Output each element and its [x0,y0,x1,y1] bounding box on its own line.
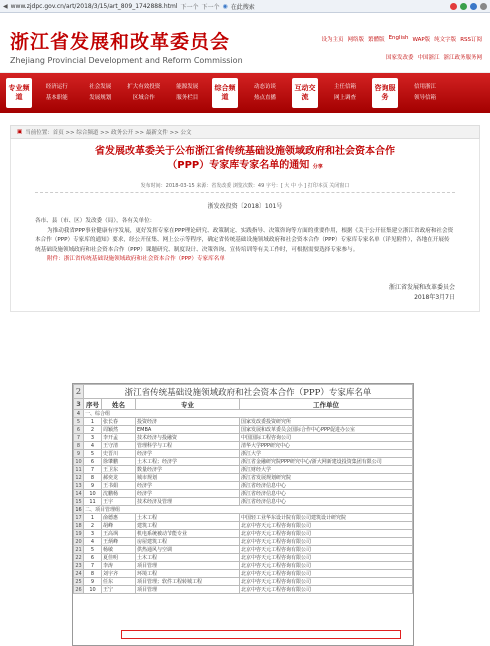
row-number: 21 [75,546,82,553]
table-row [74,554,413,562]
cell-index[interactable]: 8 [84,474,102,482]
row-number: 14 [75,490,82,497]
section-label[interactable]: 一、综合组 [84,410,413,418]
nav-box-professional[interactable]: 专业频道 [6,78,32,108]
extension-icon-blue[interactable] [470,3,477,10]
table-row [74,458,413,466]
col-header[interactable]: 姓名 [102,399,136,410]
row-number: 16 [75,506,82,513]
cell-name[interactable]: 王守清 [102,442,136,450]
row-number: 5 [74,418,84,426]
table-row [74,482,413,490]
cell-index[interactable]: 3 [84,434,102,442]
expert-table [73,384,413,594]
article [10,139,480,312]
cell-major[interactable]: 经济学 [136,450,240,458]
cell-major[interactable]: EMBA [136,426,240,434]
share-button[interactable]: 分享 [312,164,323,170]
cell-index[interactable]: 10 [84,490,102,498]
sign-org: 浙江省发展和改革委员会 [388,283,455,291]
cell-name[interactable]: 沈鹏杨 [102,490,136,498]
cell-major[interactable]: 管理科学与工程 [136,442,240,450]
home-icon: ▣ [17,129,23,135]
cell-index[interactable]: 9 [84,482,102,490]
search-icon[interactable]: ◉ [222,2,228,10]
cell-index[interactable]: 2 [84,522,102,530]
cell-major[interactable]: 建筑工程 [136,522,240,530]
cell-major[interactable]: 环境工程 [136,570,240,578]
nav-group-1 [32,82,212,104]
nav-group-2 [238,82,292,104]
cell-major[interactable]: 经济学 [136,490,240,498]
cell-name[interactable]: 王卫东 [102,466,136,474]
article-body [35,217,455,265]
table-row [74,490,413,498]
article-meta: 发布时间：2018-03-15 来源：省发改委 浏览次数：49 字号：[ 大 中 小 ] 打印本页 关闭窗口 [35,182,455,193]
top-link[interactable]: 纯文字版 [434,37,457,43]
menu-icon[interactable] [480,3,487,10]
cell-name[interactable]: 俞德惠 [102,514,136,522]
section-label[interactable]: 二、项目管理组 [84,506,413,514]
cell-major[interactable]: 土木工程 [136,554,240,562]
cell-org[interactable]: 北京中咨天元工程咨询有限公司 [240,562,413,570]
cell-name[interactable]: 杨敏 [102,546,136,554]
site-header [0,13,490,73]
table-row [74,562,413,570]
nav-box-consult[interactable]: 咨询服务 [372,78,398,108]
top-link[interactable]: RSS订阅 [460,37,482,43]
cell-name[interactable]: 徐肇鹏 [102,458,136,466]
col-header[interactable]: 序号 [84,399,102,410]
top-link[interactable]: 繁體版 [368,37,385,43]
row-number: 24 [75,570,82,577]
cell-name[interactable]: 李开孟 [102,434,136,442]
cell-name[interactable]: 王书娟 [102,482,136,490]
row-number: 22 [75,554,82,561]
cell-org[interactable]: 国家发改委投资研究所 [240,418,413,426]
nav-box-interaction[interactable]: 互动交流 [292,78,318,108]
next-button-b[interactable]: 下一个 [201,3,220,11]
row-number: 20 [75,538,82,545]
nav-group-4 [398,82,452,104]
title-line-2-text: （PPP）专家库专家名单的通知 [167,160,310,171]
cell-index[interactable]: 9 [84,578,102,586]
row-number: 9 [74,450,84,458]
cell-org[interactable]: 浙江省发展规划研究院 [240,474,413,482]
cell-index[interactable]: 6 [84,458,102,466]
back-icon[interactable]: ◀ [3,2,8,10]
nav-link[interactable]: 发展规划 [89,95,112,101]
cell-org[interactable]: 北京中咨天元工程咨询有限公司 [240,530,413,538]
body-paragraph: 为推动我省PPP事业健康有序发展，更好发挥专家在PPP理论研究、政策制定、实践指导、决策咨询等方面的重要作用，根据《关于公开征集建立浙江省政府和社会资本合作（PPP）专家库的通知》要求，经公开征集、网上公示等程序，确定省传统基础设施领域政府和社会资本合作（PPP）专家库专家名单（详见附件），各地在开展传统基础设施领域政府和社会资本合作（PPP）课题研究、制度设计、决策咨询、宣传培训等有关工作时，可根据需要选择专家参与。 [35,227,454,253]
nav-link[interactable]: 领导信箱 [413,95,436,101]
table-row [74,434,413,442]
title-line-1: 省发展改革委关于公布浙江省传统基础设施领域政府和社会资本合作 [95,146,395,157]
cell-name[interactable]: 周颖然 [102,426,136,434]
row-number: 6 [74,426,84,434]
row-number: 3 [74,399,84,410]
top-link[interactable]: 网络版 [347,37,365,43]
article-title [35,145,455,174]
cell-org[interactable]: 北京中咨天元工程咨询有限公司 [240,586,413,594]
cell-major[interactable]: 项目管理 [136,562,240,570]
row-number: 23 [75,562,82,569]
cell-name[interactable]: 刘宇齐 [102,570,136,578]
cell-org[interactable]: 北京中咨天元工程咨询有限公司 [240,522,413,530]
toolbar-icons [450,3,487,10]
cell-index[interactable]: 8 [84,570,102,578]
row-number: 12 [75,474,82,481]
cell-index[interactable]: 10 [84,586,102,594]
cell-name[interactable]: 王高飒 [102,530,136,538]
col-header[interactable]: 工作单位 [240,399,413,410]
row-number: 11 [75,466,82,473]
table-row [74,466,413,474]
nav-link[interactable]: 经济运行 [45,84,68,90]
next-button-a[interactable]: 下一个 [180,3,199,11]
table-row [74,578,413,586]
section-row [74,410,413,418]
top-links [322,35,482,43]
row-number: 18 [75,522,82,529]
breadcrumb-text[interactable]: 当前位置：首页 >> 综合频道 >> 政务公开 >> 最新文件 >> 公文 [25,130,192,136]
table-row [74,418,413,426]
nav-link[interactable]: 主任信箱 [333,84,356,90]
highlight-box [121,630,401,639]
cell-index[interactable]: 2 [84,426,102,434]
site-title-en: Zhejiang Provincial Development and Reform Commission [10,56,243,65]
table-row [74,530,413,538]
cell-index[interactable]: 11 [84,498,102,506]
cell-name[interactable]: 史晋川 [102,450,136,458]
site-title: 浙江省发展和改革委员会 [10,31,231,53]
cell-major[interactable]: 土木工程 [136,514,240,522]
table-row [74,450,413,458]
cell-org[interactable]: 北京中咨天元工程咨询有限公司 [240,546,413,554]
col-header[interactable]: 专业 [136,399,240,410]
cell-name[interactable]: 王炳峰 [102,538,136,546]
cell-major[interactable]: 项目管理 [136,586,240,594]
attachment-link[interactable]: 附件：浙江省传统基础设施领域政府和社会资本合作（PPP）专家库名单 [47,256,225,262]
cell-org[interactable]: 浙江省经济信息中心 [240,482,413,490]
nav-group-3 [318,82,372,104]
cell-major[interactable]: 房屋建筑工程 [136,538,240,546]
cell-org[interactable]: 北京中咨天元工程咨询有限公司 [240,570,413,578]
cell-name[interactable]: 胡峰 [102,522,136,530]
nav-link[interactable]: 能源发展 [176,84,199,90]
header-row [74,399,413,410]
row-number: 10 [75,458,82,465]
cell-major[interactable]: 供热通风与空调 [136,546,240,554]
top-link[interactable]: English [388,35,409,41]
section-row [74,506,413,514]
cell-name[interactable]: 郝奕龙 [102,474,136,482]
cell-index[interactable]: 6 [84,554,102,562]
nav-link[interactable]: 服务栏目 [176,95,199,101]
partner-link[interactable]: 中国浙江 [417,55,440,61]
cell-name[interactable]: 王宇 [102,498,136,506]
cell-org[interactable]: 北京中咨天元工程咨询有限公司 [240,538,413,546]
table-row [74,474,413,482]
table-row [74,442,413,450]
url-field[interactable]: www.zjdpc.gov.cn/art/2018/3/15/art_809_1742888.html [10,2,178,10]
cell-org[interactable]: 浙江省金融研究院PPP研究中心/浙大网新建设投资集团有限公司 [240,458,413,466]
cell-name[interactable]: 任东 [102,578,136,586]
table-row [74,570,413,578]
cell-index[interactable]: 3 [84,530,102,538]
partner-link[interactable]: 浙江政务服务网 [443,55,482,61]
cell-org[interactable]: 浙江省经济信息中心 [240,498,413,506]
signature [35,283,455,303]
cell-major[interactable]: 技术经济与投融资 [136,434,240,442]
cell-org[interactable]: 浙江大学 [240,450,413,458]
title-line-2 [35,159,455,174]
cell-index[interactable]: 5 [84,546,102,554]
doc-number: 浙发改投资〔2018〕101号 [207,203,283,210]
top-link[interactable]: 设为主页 [321,37,344,43]
row-number: 8 [74,442,84,450]
cell-index[interactable]: 4 [84,442,102,450]
table-row [74,538,413,546]
cell-major[interactable]: 数量经济学 [136,466,240,474]
cell-org[interactable]: 浙江省经济信息中心 [240,490,413,498]
spreadsheet-overlay [72,383,414,646]
sheet-title-row [74,385,413,399]
sheet-title[interactable]: 浙江省传统基础设施领域政府和社会资本合作（PPP）专家库名单 [84,385,413,399]
partner-link[interactable]: 国家发改委 [385,55,414,61]
top-link[interactable]: WAP版 [412,37,431,43]
main-nav [0,73,490,113]
row-number: 7 [74,434,84,442]
cell-name[interactable]: 王宁 [102,586,136,594]
table-row [74,514,413,522]
cell-org[interactable]: 国家发展和改革委员会国际合作中心PPP促进办公室 [240,426,413,434]
cell-index[interactable]: 5 [84,450,102,458]
cell-org[interactable]: 北京中咨天元工程咨询有限公司 [240,554,413,562]
nav-link[interactable]: 扩大有效投资 [127,84,161,90]
nav-link[interactable]: 信用浙江 [413,84,436,90]
cell-index[interactable]: 1 [84,418,102,426]
row-number: 19 [75,530,82,537]
extension-icon-red[interactable] [450,3,457,10]
cell-org[interactable]: 浙江财经大学 [240,466,413,474]
cell-index[interactable]: 7 [84,562,102,570]
partner-links [386,53,482,61]
cell-name[interactable]: 李涛 [102,562,136,570]
nav-link[interactable]: 动态访谈 [253,84,276,90]
nav-link[interactable]: 基本职能 [45,95,68,101]
breadcrumb [10,125,480,139]
table-row [74,546,413,554]
row-number: 2 [74,385,84,399]
nav-box-comprehensive[interactable]: 综合频道 [212,78,238,108]
cell-major[interactable]: 机电系统被动节能专业 [136,530,240,538]
table-row [74,498,413,506]
cell-name[interactable]: 张长春 [102,418,136,426]
cell-org[interactable]: 清华大学PPP研究中心 [240,442,413,450]
row-number: 4 [74,410,84,418]
cell-major[interactable]: 项目管理；软件工程转城工程 [136,578,240,586]
cell-index[interactable]: 1 [84,514,102,522]
table-row [74,426,413,434]
search-field[interactable]: 在此搜索 [230,3,255,11]
extension-icon-green[interactable] [460,3,467,10]
nav-link[interactable]: 网上调查 [333,95,356,101]
row-number: 13 [75,482,82,489]
cell-major[interactable]: 投资经济 [136,418,240,426]
cell-index[interactable]: 4 [84,538,102,546]
cell-major[interactable]: 土木工程；经济学 [136,458,240,466]
table-row [74,586,413,594]
row-number: 17 [75,514,82,521]
cell-name[interactable]: 夏佳明 [102,554,136,562]
cell-org[interactable]: 中国国际工程咨询公司 [240,434,413,442]
table-row [74,522,413,530]
row-number: 26 [75,586,82,593]
cell-org[interactable]: 中国轻工业华东设计院有限公司建筑设计研究院 [240,514,413,522]
address-bar [0,0,490,13]
cell-major[interactable]: 技术经济及管理 [136,498,240,506]
nav-link[interactable]: 社会发展 [89,84,112,90]
sign-date: 2018年3月7日 [414,293,455,301]
row-number: 15 [75,498,82,505]
salutation: 各市、县（市、区）发改委（局），各有关单位： [35,218,156,224]
nav-link[interactable]: 区域合作 [132,95,155,101]
nav-link[interactable]: 热点直播 [253,95,276,101]
cell-org[interactable]: 北京中咨天元工程咨询有限公司 [240,578,413,586]
row-number: 25 [75,578,82,585]
cell-major[interactable]: 经济学 [136,482,240,490]
cell-major[interactable]: 城市规划 [136,474,240,482]
cell-index[interactable]: 7 [84,466,102,474]
